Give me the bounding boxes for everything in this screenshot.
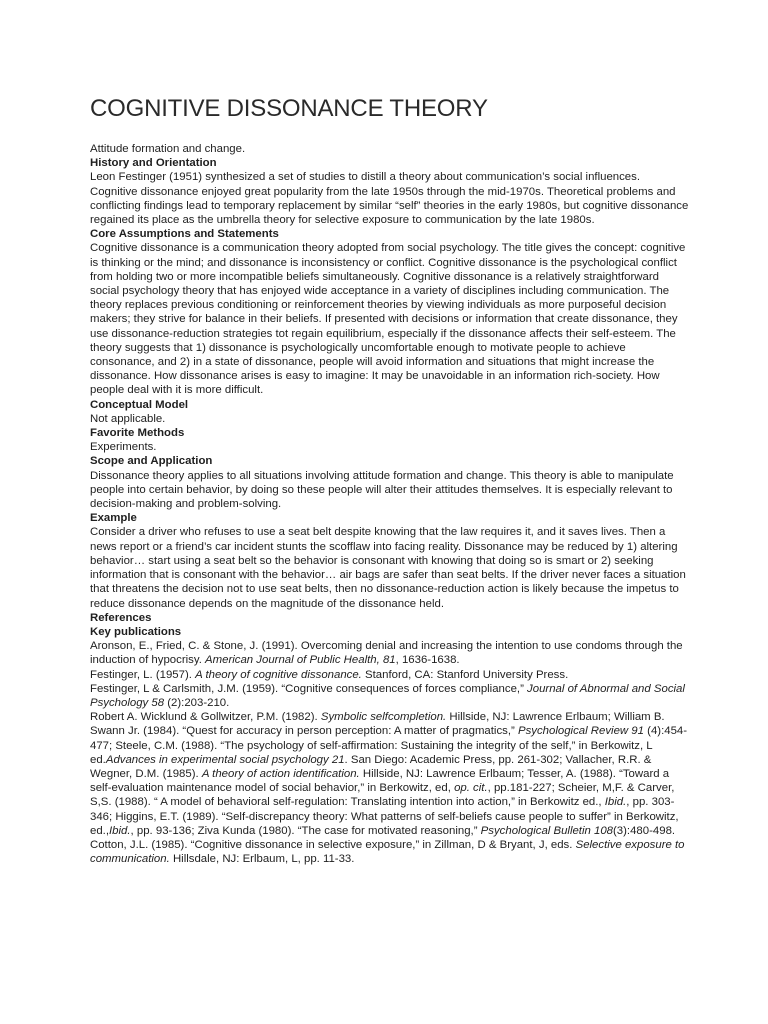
- heading-key-publications: Key publications: [90, 625, 182, 638]
- reference-festinger-1957: [90, 668, 690, 682]
- ref-book-title: Selective exposure to communication.: [90, 838, 685, 866]
- heading-favorite-methods: Favorite Methods: [90, 427, 185, 440]
- example-text: Consider a driver who refuses to use a seat belt despite knowing that the law requires it, and it saves lives. Then a news report or a friend’s car incident stunts the scofflaw into facing reality. Dissonance may be reduced by 1) altering behavior… start using a seat belt so the behavior is consonant with knowing that doing so is smart or 2) seeking information that is consonant with the behavior… air bags are safer than seat belts. If the driver never faces a situation that threatens the decision not to use seat belts, then no dissonance-reduction action is likely because the impetus to reduce dissonance depends on the magnitude of the dissonance held.: [90, 526, 686, 610]
- ref-book-title: A theory of cognitive dissonance.: [195, 668, 362, 681]
- document-body: [90, 142, 690, 866]
- ref-text: (3):480-498.: [613, 824, 676, 837]
- heading-example: Example: [90, 512, 137, 525]
- heading-core-assumptions: Core Assumptions and Statements: [90, 228, 279, 241]
- ref-italic: Symbolic selfcompletion.: [320, 711, 447, 724]
- heading-references: References: [90, 611, 152, 624]
- ref-text: Robert A. Wicklund & Gollwitzer, P.M. (1982).: [90, 711, 321, 724]
- ref-text: , pp.181-227; Scheier, M,F. & Carver, S,S. (1988). “ A model of behavioral self-regulation: Translating intention into action,” in Berkowitz ed.,: [90, 782, 675, 809]
- ref-text: Hillside, NJ: Lawrence Erlbaum; Tesser, A. (1988). “Toward a self-evaluation maintenance model of social behavior,” in Berkowitz, ed,: [90, 767, 670, 795]
- ref-journal: Journal of Abnormal and Social Psychology 58: [90, 682, 685, 709]
- ref-italic: Ibid.: [109, 824, 131, 837]
- ref-italic: Psychological Bulletin 108: [480, 824, 614, 837]
- favorite-methods-text: Experiments.: [90, 441, 157, 454]
- ref-italic: op. cit.: [454, 782, 488, 795]
- ref-journal: American Journal of Public Health, 81: [205, 654, 396, 667]
- reference-cotton: [90, 838, 690, 866]
- reference-festinger-1959: [90, 682, 690, 710]
- ref-text: Hillsdale, NJ: Erlbaum, L, pp. 11-33.: [169, 853, 355, 866]
- ref-text: Aronson, E., Fried, C. & Stone, J. (1991). Overcoming denial and increasing the intention to use condoms through the induction of hypocrisy.: [90, 640, 683, 667]
- ref-text: , 1636-1638.: [395, 654, 460, 667]
- history-text: Leon Festinger (1951) synthesized a set of studies to distill a theory about communication’s social influences. Cognitive dissonance enjoyed great popularity from the late 1950s through the mid-1970s. Theoretical problems and conflicting findings lead to temporary replacement by similar “self” theories in the early 1980s, but cognitive dissonance regained its place as the umbrella theory for selective exposure to communication by the late 1980s.: [90, 171, 689, 227]
- ref-text: , pp. 303-346; Higgins, E.T. (1989). “Self-discrepancy theory: What patterns of self-beliefs cause people to suffer” in Berkowitz, ed.,: [90, 796, 679, 837]
- core-assumptions-text: Cognitive dissonance is a communication theory adopted from social psychology. The title gives the concept: cognitive is thinking or the mind; and dissonance is inconsistency or conflict. Cognitive dissonance is the psychological conflict from holding two or more incompatible beliefs simultaneously. Cognitive dissonance is a relatively straightforward social psychology theory that has enjoyed wide acceptance in a variety of disciplines including communication. The theory replaces previous conditioning or reinforcement theories by viewing individuals as more purposeful decision makers; they strive for balance in their beliefs. If presented with decisions or information that create dissonance, they use dissonance-reduction strategies tot regain equilibrium, especially if the dissonance affects their self-esteem. The theory suggests that 1) dissonance is psychologically uncomfortable enough to motivate people to achieve consonance, and 2) in a state of dissonance, people will avoid information and situations that might increase the dissonance. How dissonance arises is easy to imagine: It may be unavoidable in an information rich-society. How people deal with it is more difficult.: [90, 242, 686, 397]
- scope-text: Dissonance theory applies to all situations involving attitude formation and change. This theory is able to manipulate people into certain behavior, by doing so these people will alter their attitudes themselves. It is especially relevant to decision-making and problem-solving.: [90, 469, 674, 511]
- ref-text: (4):454-477; Steele, C.M. (1988). “The psychology of self-affirmation: Sustaining the integrity of the self,” in Berkowitz, L ed.: [90, 725, 688, 766]
- heading-scope: Scope and Application: [90, 455, 213, 468]
- ref-text: (2):203-210.: [164, 696, 230, 709]
- ref-text: Cotton, J.L. (1985). “Cognitive dissonance in selective exposure,” in Zillman, D & Bryant, J, eds.: [90, 838, 576, 851]
- heading-conceptual-model: Conceptual Model: [90, 398, 189, 411]
- ref-italic: Advances in experimental social psychology 21: [105, 753, 345, 766]
- page-title: COGNITIVE DISSONANCE THEORY: [90, 95, 488, 122]
- ref-text: . San Diego: Academic Press, pp. 261-302; Vallacher, R.R. & Wegner, D.M. (1985).: [90, 753, 652, 780]
- ref-text: , pp. 93-136; Ziva Kunda (1980). “The case for motivated reasoning,”: [130, 824, 481, 837]
- reference-aronson: [90, 639, 690, 667]
- ref-italic: A theory of action identification.: [201, 767, 360, 780]
- ref-text: Festinger, L & Carlsmith, J.M. (1959). “Cognitive consequences of forces compliance,”: [90, 682, 528, 695]
- heading-history: History and Orientation: [90, 157, 217, 170]
- ref-text: Festinger, L. (1957).: [90, 668, 196, 681]
- ref-italic: Ibid.: [604, 796, 627, 809]
- conceptual-model-text: Not applicable.: [90, 412, 166, 425]
- ref-text: Hillside, NJ: Lawrence Erlbaum; William B. Swann Jr. (1984). “Quest for accuracy in person perception: A matter of pragmatics,”: [90, 711, 665, 738]
- reference-self-theories: [90, 710, 690, 838]
- intro-text: Attitude formation and change.: [90, 143, 246, 155]
- ref-italic: Psychological Review 91: [517, 725, 644, 738]
- ref-text: Stanford, CA: Stanford University Press.: [361, 668, 569, 681]
